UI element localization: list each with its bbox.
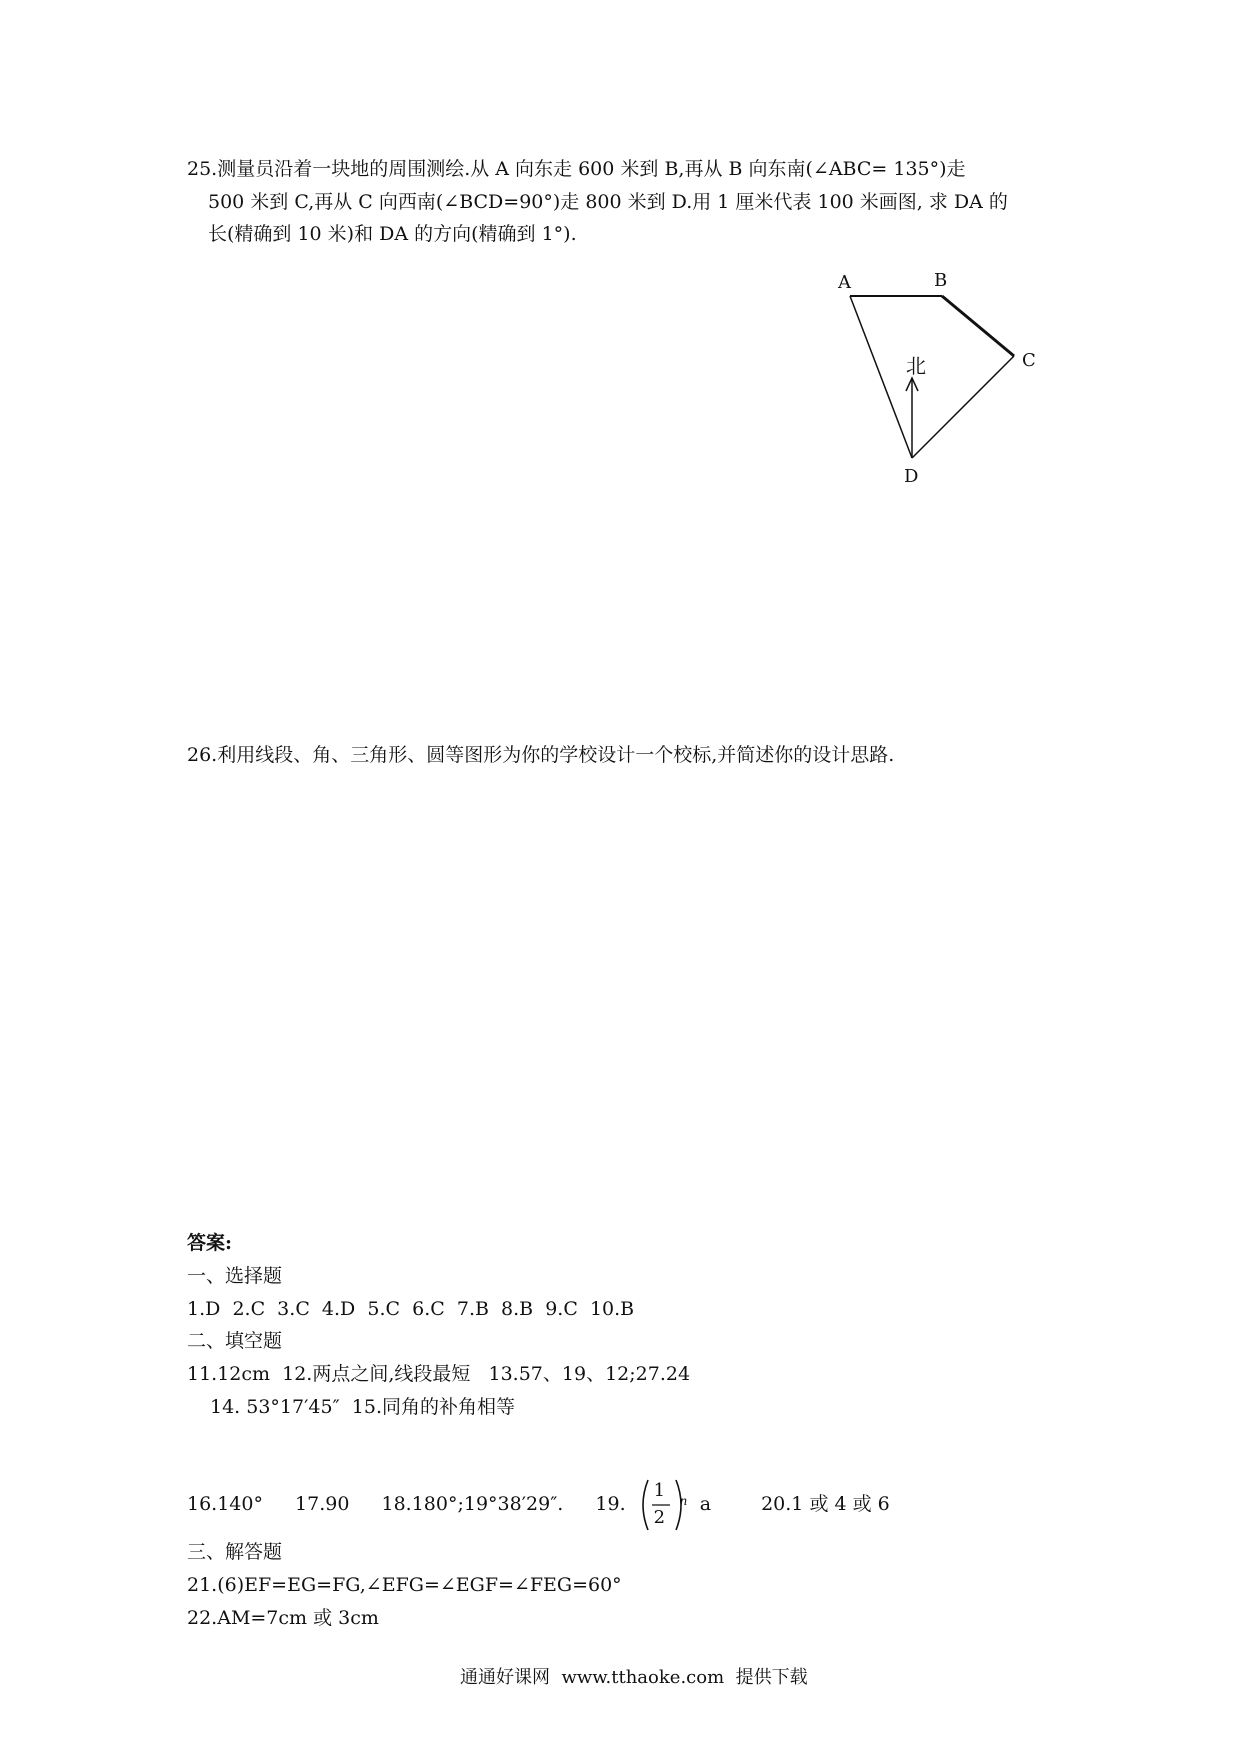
solve-answer-21: 21.(6)EF=EG=FG,∠EFG=∠EGF=∠FEG=60°: [187, 1574, 622, 1596]
section-choice-heading: 一、选择题: [187, 1265, 283, 1287]
solve-answer-22: 22.AM=7cm 或 3cm: [187, 1607, 379, 1629]
choice-answers: 1.D 2.C 3.C 4.D 5.C 6.C 7.B 8.B 9.C 10.B: [187, 1298, 635, 1320]
fraction-exponent: n: [679, 1494, 688, 1508]
label-a: A: [838, 272, 851, 293]
fill-answers-line-1: 11.12cm 12.两点之间,线段最短 13.57、19、12;27.24: [187, 1363, 691, 1385]
question-25-line-2: 500 米到 C,再从 C 向西南(∠BCD=90°)走 800 米到 D.用 1 厘米代表 100 米画图, 求 DA 的: [208, 191, 1008, 213]
answer-19-variable: a: [699, 1493, 712, 1515]
survey-diagram: [820, 260, 1060, 500]
footer-text: 通通好课网 www.tthaoke.com 提供下载: [460, 1667, 808, 1688]
label-d: D: [904, 466, 919, 487]
answers-title: 答案:: [187, 1232, 233, 1254]
fill-answers-line-2: 14. 53°17′45″ 15.同角的补角相等: [210, 1396, 515, 1418]
question-25-line-1: 25.测量员沿着一块地的周围测绘.从 A 向东走 600 米到 B,再从 B 向东南(∠ABC= 135°)走: [187, 158, 966, 180]
answer-20: 20.1 或 4 或 6: [761, 1493, 890, 1515]
answer-17: 17.90: [295, 1493, 350, 1515]
north-label: 北: [906, 354, 926, 378]
question-26: 26.利用线段、角、三角形、圆等图形为你的学校设计一个校标,并简述你的设计思路.: [187, 744, 895, 766]
label-c: C: [1022, 350, 1036, 371]
fill-answers-line-3: [187, 1476, 890, 1533]
segment-bc: [942, 296, 1014, 356]
fraction-power: [636, 1477, 690, 1533]
question-25-line-3: 长(精确到 10 米)和 DA 的方向(精确到 1°).: [208, 223, 577, 245]
section-fill-heading: 二、填空题: [187, 1330, 283, 1352]
segment-cd: [912, 356, 1014, 458]
answer-16: 16.140°: [187, 1493, 263, 1515]
label-b: B: [934, 270, 948, 291]
fraction-denominator: 2: [653, 1507, 666, 1528]
segment-da: [850, 296, 912, 458]
survey-figure: [820, 260, 1060, 500]
fraction-numerator: 1: [653, 1480, 666, 1501]
section-solve-heading: 三、解答题: [187, 1541, 283, 1563]
answer-18: 18.180°;19°38′29″.: [381, 1493, 564, 1515]
answer-19-label: 19.: [595, 1493, 626, 1515]
